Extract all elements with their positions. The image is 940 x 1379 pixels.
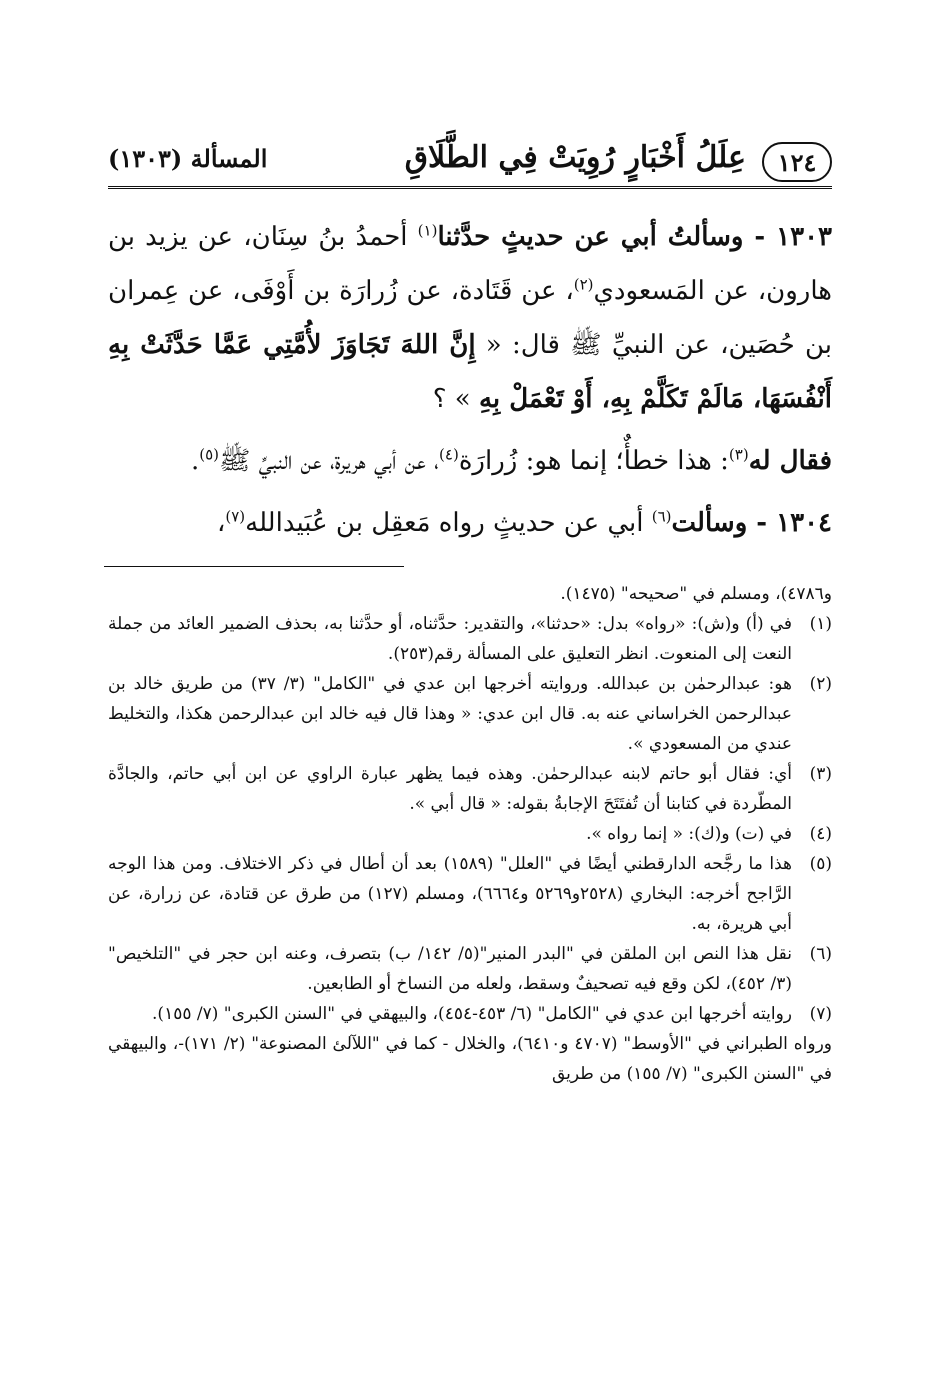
- footnote-text: في (أ) و(ش): «رواه» بدل: «حدثنا»، والتقدير: حدَّثناه، أو حدَّثنا به، بحذف الضمير العائد من جملة النعت إلى المنعوت. انظر التعليق على المسألة رقم(٢٥٣).: [108, 614, 792, 664]
- footnote-ref-3: (٣): [728, 445, 749, 464]
- footnotes: [108, 579, 832, 1089]
- hadith-text: إِنَّ اللهَ تَجَاوَزَ لأُمَّتِي عَمَّا حَدَّثَتْ بِهِ أَنْفُسَهَا، مَالَمْ تَكَلَّمْ بِهِ، أَوْ تَعْمَلْ بِهِ: [108, 330, 832, 414]
- answer-part1: : هذا خطأٌ؛ إنما هو: زُرارَة: [458, 446, 729, 476]
- answer-part2: ، عن أبي هريرة، عن النبيِّ ﷺ: [219, 446, 440, 476]
- entry-1304: [108, 496, 832, 550]
- answer-end: .: [190, 446, 200, 476]
- footnote-ref-5: (٥): [199, 445, 219, 464]
- entry-1303-part1: أحمدُ بنُ سِنَان، عن يزيد بن هارون، عن المَسعودي: [108, 222, 832, 306]
- footnote-text: هو: عبدالرحمٰن بن عبدالله. وروايته أخرجها ابن عدي في "الكامل" (٣/ ٣٧) من طريق خالد بن عبدالرحمن الخراساني عنه به. قال ابن عدي: « وهذا قال فيه خالد ابن عبدالرحمن هكذا، والتخليط عندي من المسعودي ».: [108, 674, 792, 754]
- footnote-number: (٤): [809, 824, 832, 844]
- footnote-text: روايته أخرجها ابن عدي في "الكامل" (٦/ ٤٥٣-٤٥٤)، والبيهقي في "السنن الكبرى" (٧/ ١٥٥).: [152, 1004, 792, 1024]
- answer-lead: فقال له: [748, 446, 832, 476]
- footnote-ref-6: (٦): [651, 507, 672, 526]
- footnote-ref-7: (٧): [225, 507, 246, 526]
- footnote-text: في (ت) و(ك): « إنما رواه ».: [586, 824, 792, 844]
- entry-1303-part2: ، عن قَتَادة، عن زُرارَة بن أَوْفَى، عن عِمران بن حُصَين، عن النبيِّ ﷺ قال: «: [108, 276, 832, 360]
- page-number-badge: [762, 142, 832, 182]
- entry-1304-lead: ١٣٠٤ - وسألت: [671, 508, 832, 538]
- answer-paragraph: [108, 434, 832, 488]
- footnote-ref-4: (٤): [439, 445, 459, 464]
- footnote-5: [108, 849, 832, 939]
- footnote-number: (٥): [809, 854, 832, 874]
- footnote-text: أي: فقال أبو حاتم لابنه عبدالرحمٰن. وهذه فيما يظهر عبارة الراوي عن ابن أبي حاتم، والجادَّة المطّردة في كتابنا أن تُفتَتَحَ الإجابةُ بقوله: « قال أبي ».: [108, 764, 792, 814]
- footnote-number: (٢): [809, 674, 832, 694]
- footnote-6: [108, 939, 832, 999]
- header-rule: [108, 186, 832, 192]
- issue-label: المسألة (١٣٠٣): [108, 144, 268, 173]
- page-number: ١٢٤: [777, 147, 817, 177]
- book-title: عِلَلُ أَخْبَارٍ رُوِيَتْ فِي الطَّلَاقِ: [404, 140, 746, 175]
- footnote-3: [108, 759, 832, 819]
- footnote-ref-1: (١): [417, 221, 438, 240]
- footnote-continuation: و٤٧٨٦)، ومسلم في "صحيحه" (١٤٧٥).: [560, 584, 832, 604]
- entry-1303: [108, 210, 832, 426]
- footnote-number: (٧): [809, 1004, 832, 1024]
- page: [108, 138, 832, 1089]
- footnote-text: هذا ما رجَّحه الدارقطني أيضًا في "العلل" (١٥٨٩) بعد أن أطال في ذكر الاختلاف. ومن هذا الوجه الرَّاجح أخرجه: البخاري (٢٥٢٨و٥٢٦٩ و٦٦٦٤)، ومسلم (١٢٧) من طرق عن قتادة، عن زرارة، عن أبي هريرة، به.: [108, 854, 792, 934]
- entry-1303-end: » ؟: [432, 384, 479, 414]
- footnote-number: (٦): [809, 944, 832, 964]
- main-text: [108, 210, 832, 550]
- footnote-2: [108, 669, 832, 759]
- page-header: [108, 138, 832, 188]
- footnote-number: (١): [809, 614, 832, 634]
- entry-1303-lead: ١٣٠٣ - وسألتُ أبي عن حديثٍ حدَّثنا: [437, 222, 832, 252]
- footnote-text: نقل هذا النص ابن الملقن في "البدر المنير"(٥/ ١٤٢/ ب) بتصرف، وعنه ابن حجر في "التلخيص" (٣/ ٤٥٢)، لكن وقع فيه تصحيفٌ وسقط، ولعله من النساخ أو الطابعين.: [108, 944, 792, 994]
- footnote-1: [108, 609, 832, 669]
- footnote-number: (٣): [809, 764, 832, 784]
- entry-1304-end: ،: [216, 508, 226, 538]
- entry-1304-part1: أبي عن حديثٍ رواه مَعقِل بن عُبَيدالله: [245, 508, 652, 538]
- footnote-ref-2: (٢): [573, 275, 594, 294]
- footnote-4: [108, 819, 832, 849]
- footnote-trailing: ورواه الطبراني في "الأوسط" (٤٧٠٧ و٦٤١٠)، والخلال - كما في "اللآلئ المصنوعة" (٢/ ١٧١)-، والبيهقي في "السنن الكبرى" (٧/ ١٥٥) من طريق: [108, 1034, 832, 1084]
- footnote-separator: [104, 566, 404, 567]
- footnote-7: [108, 999, 832, 1029]
